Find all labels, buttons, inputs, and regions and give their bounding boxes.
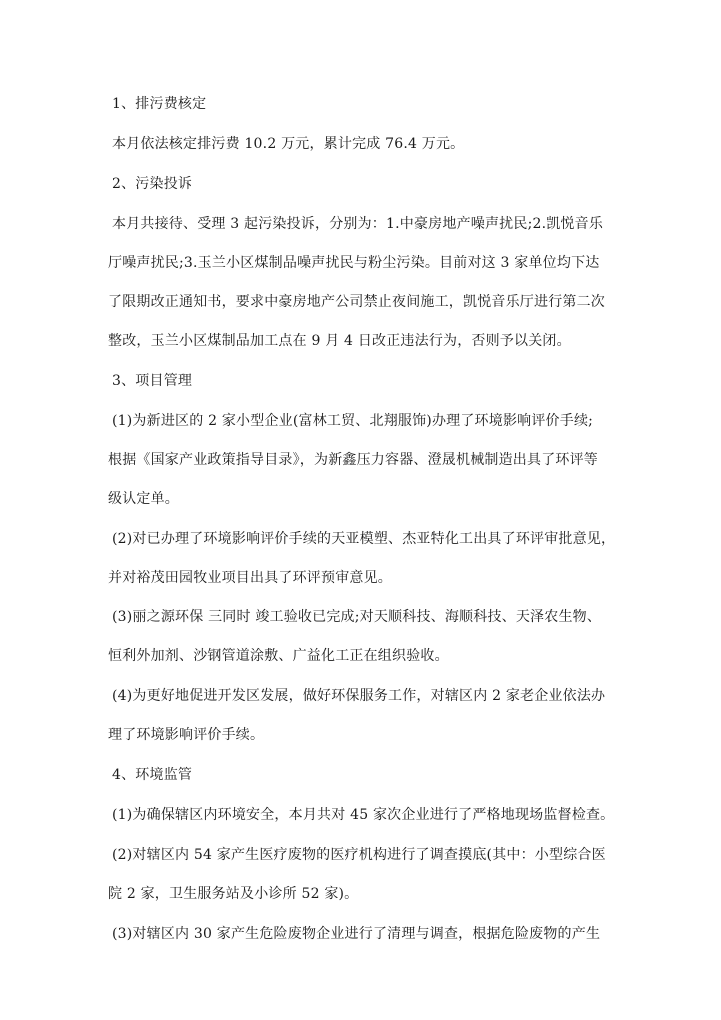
paragraph-line: (2)对辖区内 54 家产生医疗废物的医疗机构进行了调查摸底(其中：小型综合医 — [112, 847, 606, 863]
section-heading-complaints: 2、污染投诉 — [112, 176, 193, 192]
paragraph-line: 整改，玉兰小区煤制品加工点在 9 月 4 日改正违法行为，否则予以关闭。 — [108, 333, 571, 349]
paragraph-line: 恒利外加剂、沙钢管道涂敷、广益化工正在组织验收。 — [108, 648, 449, 664]
section-heading-supervision: 4、环境监管 — [112, 767, 193, 783]
paragraph-line: 根据《国家产业政策指导目录》，为新鑫压力容器、澄晟机械制造出具了环评等 — [108, 452, 598, 468]
paragraph-line: 院 2 家，卫生服务站及小诊所 52 家)。 — [108, 886, 359, 902]
paragraph-line: (1)为确保辖区内环境安全，本月共对 45 家次企业进行了严格地现场监督检查。 — [112, 807, 615, 823]
paragraph-line: (1)为新进区的 2 家小型企业(富林工贸、北翔服饰)办理了环境影响评价手续; — [112, 413, 594, 429]
paragraph-line: (3)丽之源环保 三同时 竣工验收已完成;对天顺科技、海顺科技、天泽农生物、 — [112, 609, 602, 625]
paragraph-line: 了限期改正通知书，要求中豪房地产公司禁止夜间施工，凯悦音乐厅进行第二次 — [108, 294, 605, 310]
paragraph-line: 理了环境影响评价手续。 — [108, 727, 265, 743]
paragraph-line: 厅噪声扰民;3.玉兰小区煤制品噪声扰民与粉尘污染。目前对这 3 家单位均下达 — [108, 255, 600, 271]
paragraph-line: 级认定单。 — [108, 491, 179, 507]
paragraph-line: (2)对已办理了环境影响评价手续的天亚模塑、杰亚特化工出具了环评审批意见， — [112, 531, 616, 547]
paragraph-line: 并对裕茂田园牧业项目出具了环评预审意见。 — [108, 570, 392, 586]
paragraph-line: 本月依法核定排污费 10.2 万元，累计完成 76.4 万元。 — [112, 136, 465, 152]
paragraph-line: (3)对辖区内 30 家产生危险废物企业进行了清理与调查，根据危险废物的产生 — [112, 926, 601, 942]
section-heading-fee: 1、排污费核定 — [112, 96, 207, 112]
section-heading-projects: 3、项目管理 — [112, 373, 193, 389]
paragraph-line: 本月共接待、受理 3 起污染投诉，分别为：1.中豪房地产噪声扰民;2.凯悦音乐 — [112, 216, 604, 232]
paragraph-line: (4)为更好地促进开发区发展，做好环保服务工作，对辖区内 2 家老企业依法办 — [112, 688, 606, 704]
